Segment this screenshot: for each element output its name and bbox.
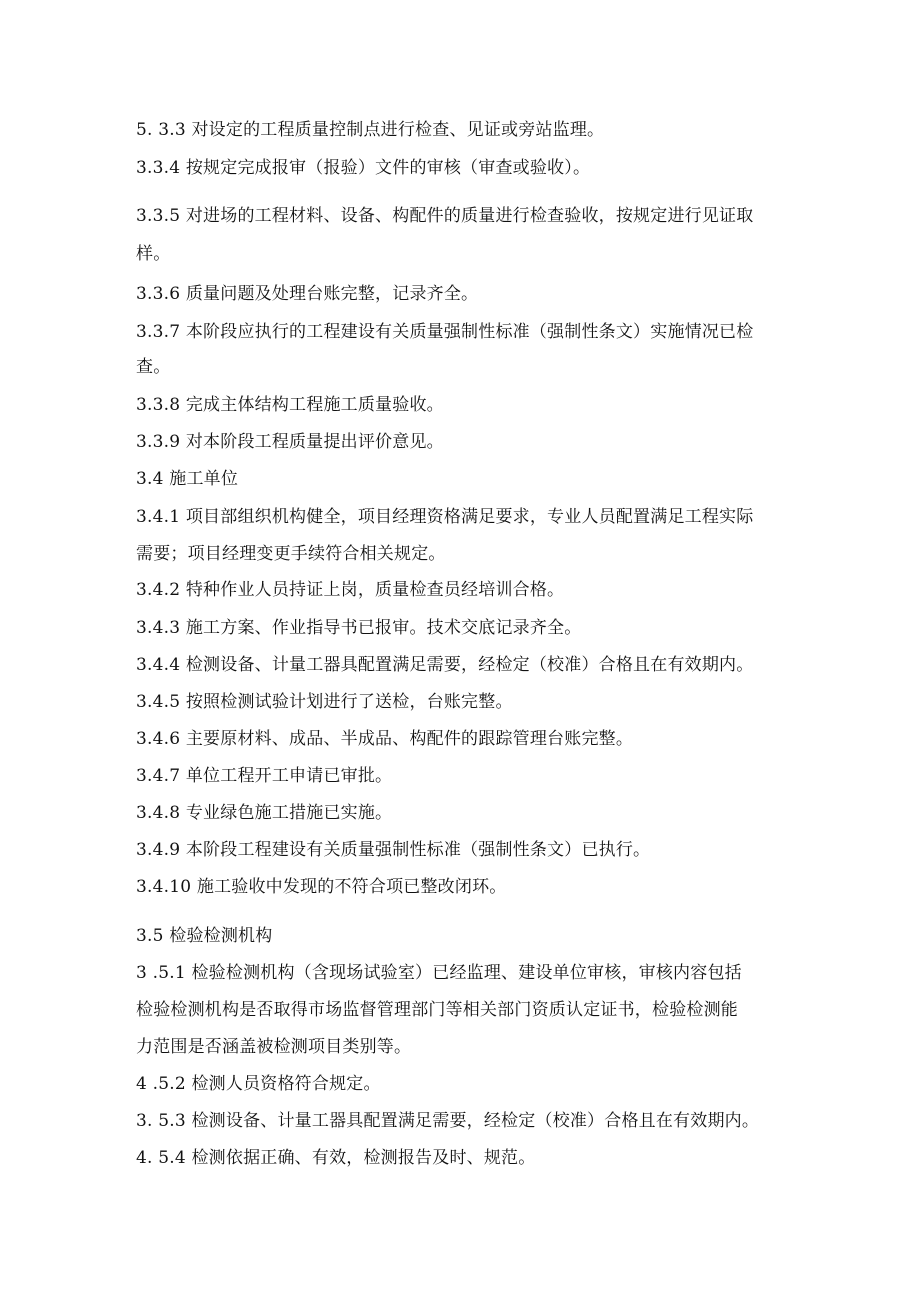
text-line: 样。 <box>136 244 171 264</box>
text-line: 3.4.4 检测设备、计量工器具配置满足需要，经检定（校准）合格且在有效期内。 <box>136 655 754 675</box>
text-line: 3.3.5 对进场的工程材料、设备、构配件的质量进行检查验收，按规定进行见证取 <box>136 206 754 226</box>
text-line: 3.4.3 施工方案、作业指导书已报审。技术交底记录齐全。 <box>136 618 582 638</box>
text-line: 4. 5.4 检测依据正确、有效，检测报告及时、规范。 <box>136 1148 536 1168</box>
text-line: 需要；项目经理变更手续符合相关规定。 <box>136 544 446 564</box>
text-line: 3.4.10 施工验收中发现的不符合项已整改闭环。 <box>136 877 507 897</box>
text-line: 3.4.5 按照检测试验计划进行了送检，台账完整。 <box>136 692 513 712</box>
text-line: 3.4.2 特种作业人员持证上岗，质量检查员经培训合格。 <box>136 580 565 600</box>
text-line: 3.3.9 对本阶段工程质量提出评价意见。 <box>136 432 444 452</box>
text-line: 查。 <box>136 357 171 377</box>
text-line: 3.4.6 主要原材料、成品、半成品、构配件的跟踪管理台账完整。 <box>136 729 634 749</box>
text-line: 3 .5.1 检验检测机构（含现场试验室）已经监理、建设单位审核，审核内容包括 <box>136 963 742 983</box>
text-line: 5. 3.3 对设定的工程质量控制点进行检查、见证或旁站监理。 <box>136 120 605 140</box>
text-line: 3.3.6 质量问题及处理台账完整，记录齐全。 <box>136 284 479 304</box>
text-line: 3.4.9 本阶段工程建设有关质量强制性标准（强制性条文）已执行。 <box>136 840 651 860</box>
text-line: 3.3.8 完成主体结构工程施工质量验收。 <box>136 395 444 415</box>
text-line: 3.4.8 专业绿色施工措施已实施。 <box>136 803 393 823</box>
text-line: 3.3.7 本阶段应执行的工程建设有关质量强制性标准（强制性条文）实施情况已检 <box>136 322 754 342</box>
section-heading: 3.5 检验检测机构 <box>136 926 273 946</box>
text-line: 3.4.1 项目部组织机构健全，项目经理资格满足要求，专业人员配置满足工程实际 <box>136 507 754 527</box>
text-line: 力范围是否涵盖被检测项目类别等。 <box>136 1037 412 1057</box>
text-line: 4 .5.2 检测人员资格符合规定。 <box>136 1074 381 1094</box>
text-line: 3. 5.3 检测设备、计量工器具配置满足需要，经检定（校准）合格且在有效期内。 <box>136 1111 760 1131</box>
text-line: 检验检测机构是否取得市场监督管理部门等相关部门资质认定证书，检验检测能 <box>136 1000 738 1020</box>
text-line: 3.4.7 单位工程开工申请已审批。 <box>136 766 393 786</box>
text-line: 3.3.4 按规定完成报审（报验）文件的审核（审查或验收）。 <box>136 158 591 178</box>
section-heading: 3.4 施工单位 <box>136 469 239 489</box>
